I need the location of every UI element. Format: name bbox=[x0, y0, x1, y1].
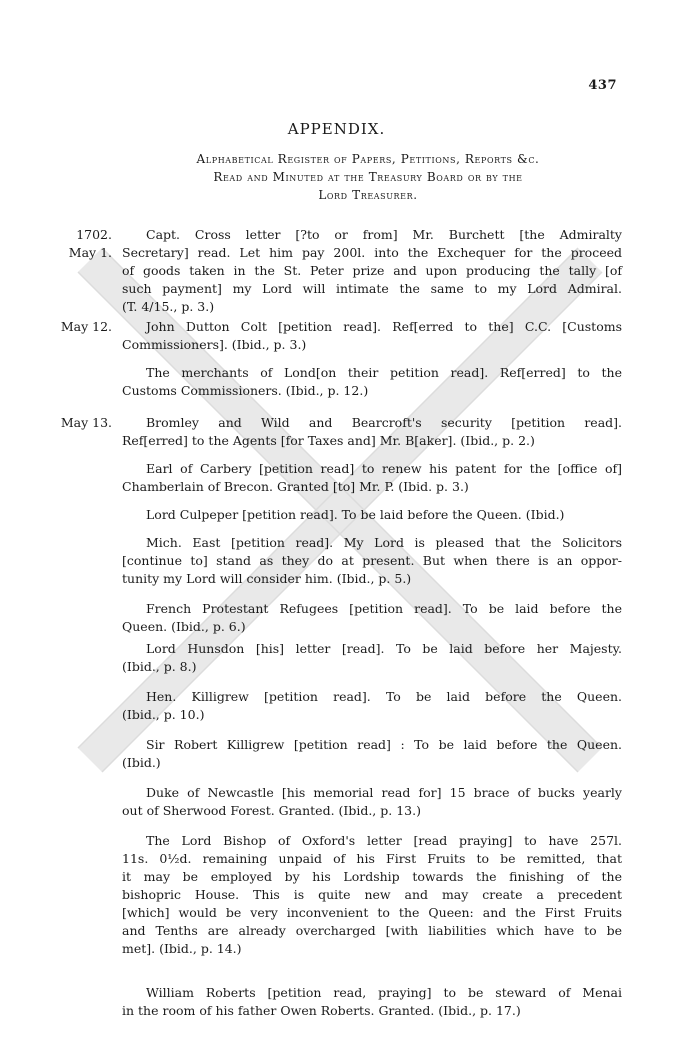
date-year: 1702. bbox=[76, 227, 112, 242]
register-subheading bbox=[118, 150, 618, 204]
entry-line: Chamberlain of Brecon. Granted [to] Mr. P. (Ibid. p. 3.) bbox=[122, 479, 469, 494]
entry-line: it may be employed by his Lordship towards the finishing of the bbox=[122, 869, 622, 884]
appendix-heading: APPENDIX. bbox=[287, 120, 386, 138]
entry-line: met]. (Ibid., p. 14.) bbox=[122, 941, 242, 956]
entry-line: French Protestant Refugees [petition read]. To be laid before the bbox=[146, 601, 622, 616]
entry-hen-killigrew bbox=[122, 688, 622, 724]
entry-william-roberts bbox=[122, 984, 622, 1020]
entry-lord-culpeper bbox=[122, 506, 622, 524]
date-may-13: May 13. bbox=[60, 415, 112, 430]
entry-dutton-colt bbox=[122, 318, 622, 354]
entry-line: John Dutton Colt [petition read]. Ref[erred to the] C.C. [Customs bbox=[146, 319, 622, 334]
entry-line: (T. 4/15., p. 3.) bbox=[122, 299, 215, 314]
entry-line: such payment] my Lord will intimate the same to my Lord Admiral. bbox=[122, 281, 622, 296]
subheading-line: Alphabetical Register of Papers, Petitions, Reports &c. bbox=[196, 152, 540, 166]
entry-line: [continue to] stand as they do at present. But when there is an oppor- bbox=[122, 553, 622, 568]
date-may-12: May 12. bbox=[60, 319, 112, 334]
entry-line: Earl of Carbery [petition read] to renew his patent for the [office of] bbox=[146, 461, 622, 476]
entry-earl-carbery bbox=[122, 460, 622, 496]
entry-line: William Roberts [petition read, praying] to be steward of Menai bbox=[146, 985, 622, 1000]
entry-line: 11s. 0½d. remaining unpaid of his First Fruits to be remitted, that bbox=[122, 851, 622, 866]
entry-line: The merchants of Lond[on their petition read]. Ref[erred] to the bbox=[146, 365, 622, 380]
entry-line: Secretary] read. Let him pay 200l. into the Exchequer for the proceed bbox=[122, 245, 622, 260]
entry-line: (Ibid., p. 10.) bbox=[122, 707, 205, 722]
entry-line: Bromley and Wild and Bearcroft's security [petition read]. bbox=[146, 415, 622, 430]
entry-line: Mich. East [petition read]. My Lord is pleased that the Solicitors bbox=[146, 535, 622, 550]
entry-line: Queen. (Ibid., p. 6.) bbox=[122, 619, 246, 634]
entry-bishop-oxford bbox=[122, 832, 622, 958]
entry-lord-hunsdon bbox=[122, 640, 622, 676]
entry-line: tunity my Lord will consider him. (Ibid., p. 5.) bbox=[122, 571, 412, 586]
entry-line: Duke of Newcastle [his memorial read for] 15 brace of bucks yearly bbox=[146, 785, 622, 800]
subheading-line: Lord Treasurer. bbox=[318, 188, 418, 202]
entry-line: bishopric House. This is quite new and may create a precedent bbox=[122, 887, 622, 902]
date-1702 bbox=[46, 226, 112, 262]
entry-line: Ref[erred] to the Agents [for Taxes and] Mr. B[aker]. (Ibid., p. 2.) bbox=[122, 433, 535, 448]
entry-cross-letter bbox=[122, 226, 622, 316]
entry-line: Capt. Cross letter [?to or from] Mr. Burchett [the Admiralty bbox=[146, 227, 622, 242]
entry-line: Commissioners]. (Ibid., p. 3.) bbox=[122, 337, 307, 352]
date-day: May 1. bbox=[68, 245, 112, 260]
entry-line: Hen. Killigrew [petition read]. To be laid before the Queen. bbox=[146, 689, 622, 704]
entry-line: (Ibid.) bbox=[122, 755, 161, 770]
entry-line: The Lord Bishop of Oxford's letter [read praying] to have 257l. bbox=[146, 833, 622, 848]
entry-merchants-london bbox=[122, 364, 622, 400]
entry-line: [which] would be very inconvenient to the Queen: and the First Fruits bbox=[122, 905, 622, 920]
entry-mich-east bbox=[122, 534, 622, 588]
entry-line: (Ibid., p. 8.) bbox=[122, 659, 197, 674]
entry-bromley-wild bbox=[122, 414, 622, 450]
entry-french-refugees bbox=[122, 600, 622, 636]
entry-line: of goods taken in the St. Peter prize and upon producing the tally [of bbox=[122, 263, 622, 278]
entry-line: Lord Hunsdon [his] letter [read]. To be laid before her Majesty. bbox=[146, 641, 622, 656]
entry-robert-killigrew bbox=[122, 736, 622, 772]
subheading-line: Read and Minuted at the Treasury Board or by the bbox=[213, 170, 523, 184]
entry-duke-newcastle bbox=[122, 784, 622, 820]
entry-line: in the room of his father Owen Roberts. Granted. (Ibid., p. 17.) bbox=[122, 1003, 521, 1018]
entry-line: Lord Culpeper [petition read]. To be laid before the Queen. (Ibid.) bbox=[146, 507, 565, 522]
entry-line: out of Sherwood Forest. Granted. (Ibid., p. 13.) bbox=[122, 803, 421, 818]
entry-line: Sir Robert Killigrew [petition read] : To be laid before the Queen. bbox=[146, 737, 622, 752]
page-number: 437 bbox=[588, 78, 617, 93]
entry-line: Customs Commissioners. (Ibid., p. 12.) bbox=[122, 383, 369, 398]
entry-line: and Tenths are already overcharged [with liabilities which have to be bbox=[122, 923, 622, 938]
